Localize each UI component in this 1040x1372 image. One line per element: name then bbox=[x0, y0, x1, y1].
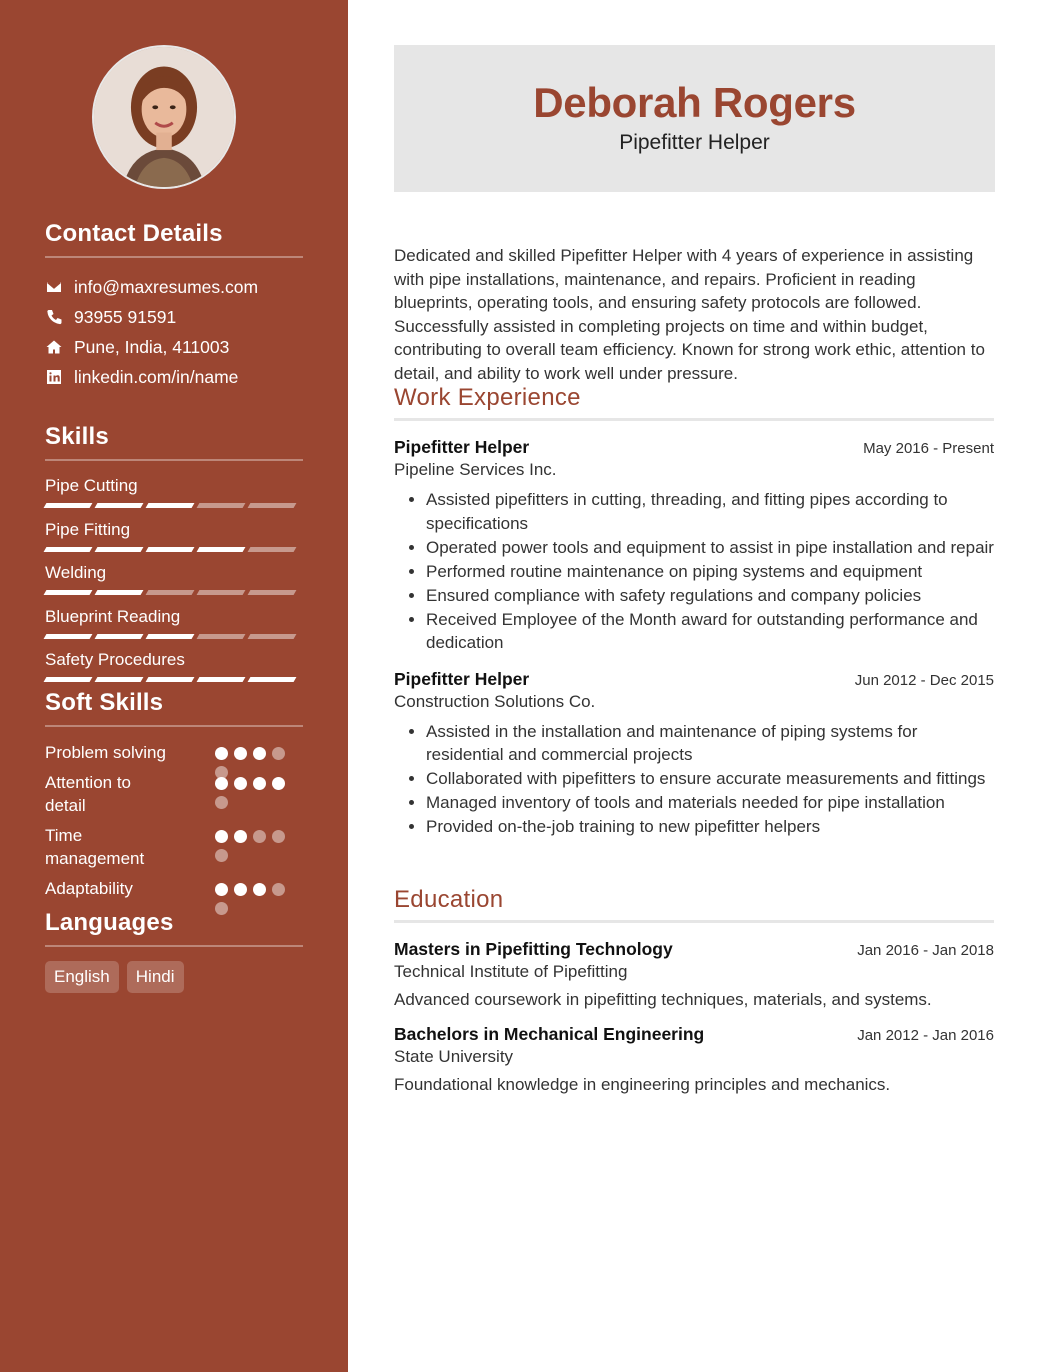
skills-heading: Skills bbox=[45, 423, 303, 461]
contact-email[interactable] bbox=[45, 272, 303, 302]
education-description: Advanced coursework in pipefitting techniques, materials, and systems. bbox=[394, 990, 932, 1009]
skill-item bbox=[45, 562, 303, 606]
soft-skill-item bbox=[45, 741, 303, 764]
skill-name: Blueprint Reading bbox=[45, 606, 181, 626]
soft-skills-heading: Soft Skills bbox=[45, 689, 303, 727]
rating-dot-empty bbox=[272, 747, 285, 760]
school-name: State University bbox=[394, 1047, 514, 1066]
skill-level-segment-filled bbox=[95, 547, 144, 552]
header bbox=[394, 45, 995, 192]
rating-dot-filled bbox=[272, 777, 285, 790]
job-title: Pipefitter Helper bbox=[394, 668, 530, 689]
email-icon bbox=[45, 278, 63, 296]
languages-heading: Languages bbox=[45, 909, 303, 947]
phone-icon bbox=[45, 308, 63, 326]
soft-skills-section bbox=[45, 689, 303, 907]
skill-level-bar bbox=[45, 634, 303, 639]
job-bullet: • Collaborated with pipefitters to ensure accurate measurements and fittings bbox=[426, 767, 994, 791]
rating-dot-filled bbox=[253, 747, 266, 760]
job-bullet: • Performed routine maintenance on piping systems and equipment bbox=[426, 560, 994, 584]
skill-level-segment-empty bbox=[248, 590, 297, 595]
skill-level-segment-filled bbox=[44, 503, 93, 508]
profile-photo bbox=[94, 47, 234, 187]
job-entry bbox=[394, 437, 994, 655]
rating-dot-filled bbox=[234, 747, 247, 760]
linkedin-icon bbox=[45, 368, 63, 386]
education-date: Jan 2016 - Jan 2018 bbox=[857, 942, 994, 959]
skills-section bbox=[45, 423, 303, 693]
job-date: May 2016 - Present bbox=[863, 440, 994, 457]
languages-section bbox=[45, 909, 303, 993]
skill-item bbox=[45, 475, 303, 519]
rating-dot-empty bbox=[215, 796, 228, 809]
person-role: Pipefitter Helper bbox=[619, 131, 770, 154]
skill-name: Welding bbox=[45, 563, 107, 582]
contact-phone[interactable] bbox=[45, 302, 303, 332]
skill-level-segment-empty bbox=[197, 590, 246, 595]
soft-skill-name: Time management bbox=[45, 826, 145, 868]
rating-dot-filled bbox=[234, 830, 247, 843]
contact-section bbox=[45, 220, 303, 392]
soft-skill-dots bbox=[215, 771, 295, 809]
skill-level-bar bbox=[45, 503, 303, 508]
skill-level-segment-filled bbox=[95, 634, 144, 639]
job-bullets bbox=[394, 488, 994, 655]
education-description: Foundational knowledge in engineering principles and mechanics. bbox=[394, 1075, 891, 1094]
skill-level-segment-empty bbox=[197, 634, 246, 639]
rating-dot-empty bbox=[215, 849, 228, 862]
education-entry bbox=[394, 939, 994, 1010]
job-bullet: • Assisted in the installation and maintenance of piping systems for residential and commercial projects bbox=[426, 720, 994, 767]
job-bullet: • Ensured compliance with safety regulations and company policies bbox=[426, 584, 994, 608]
skill-level-segment-filled bbox=[44, 590, 93, 595]
contact-heading: Contact Details bbox=[45, 220, 303, 258]
education-section bbox=[394, 886, 994, 1095]
job-date: Jun 2012 - Dec 2015 bbox=[854, 671, 994, 689]
job-entry bbox=[394, 669, 994, 839]
summary: Dedicated and skilled Pipefitter Helper with 4 years of experience in assisting with pipe installations, maintenance, and repairs. Proficient in reading blueprints, operating tools, and ensuring safety protocols are followed. Successfully assisted in completing projects on time and within budget, contributing to overall team efficiency. Known for strong work ethic, attention to detail, and ability to work well under pressure. bbox=[394, 246, 985, 383]
work-experience-section bbox=[394, 384, 994, 839]
contact-email-text: info@maxresumes.com bbox=[74, 276, 259, 297]
skill-item bbox=[45, 519, 303, 563]
skill-level-segment-empty bbox=[197, 503, 246, 508]
degree-title: Bachelors in Mechanical Engineering bbox=[394, 1024, 705, 1044]
home-icon bbox=[45, 338, 63, 356]
skill-level-segment-filled bbox=[146, 634, 195, 639]
skill-name: Safety Procedures bbox=[45, 650, 185, 669]
skill-level-bar bbox=[45, 677, 303, 682]
rating-dot-filled bbox=[234, 777, 247, 790]
skill-level-bar bbox=[45, 590, 303, 595]
skill-level-segment-filled bbox=[146, 547, 195, 552]
skill-name: Pipe Cutting bbox=[45, 476, 138, 495]
job-bullet: • Provided on-the-job training to new pipefitter helpers bbox=[426, 815, 994, 839]
languages-list bbox=[45, 961, 303, 993]
skill-level-segment-filled bbox=[95, 503, 144, 508]
skill-level-segment-filled bbox=[44, 634, 93, 639]
skill-level-bar bbox=[45, 547, 303, 552]
skill-item bbox=[45, 606, 303, 650]
skill-level-segment-filled bbox=[44, 677, 93, 682]
skill-name: Pipe Fitting bbox=[45, 519, 131, 539]
soft-skill-name: Adaptability bbox=[45, 879, 133, 898]
skill-level-segment-empty bbox=[146, 590, 195, 595]
skill-level-segment-filled bbox=[95, 677, 144, 682]
rating-dot-filled bbox=[253, 883, 266, 896]
contact-address-text: Pune, India, 411003 bbox=[74, 336, 230, 357]
skill-item bbox=[45, 649, 303, 693]
contact-linkedin[interactable] bbox=[45, 362, 303, 392]
contact-linkedin-text: linkedin.com/in/name bbox=[74, 366, 239, 387]
school-name: Technical Institute of Pipefitting bbox=[394, 962, 628, 981]
skill-level-segment-filled bbox=[146, 503, 195, 508]
soft-skill-item bbox=[45, 771, 303, 817]
job-bullet: • Operated power tools and equipment to assist in pipe installation and repair bbox=[426, 536, 994, 560]
soft-skill-name: Problem solving bbox=[45, 743, 166, 762]
job-bullet: • Managed inventory of tools and materials needed for pipe installation bbox=[426, 791, 994, 815]
skill-level-segment-filled bbox=[146, 677, 195, 682]
skill-level-segment-filled bbox=[95, 590, 144, 595]
job-bullet: • Received Employee of the Month award for outstanding performance and dedication bbox=[426, 608, 994, 655]
rating-dot-empty bbox=[272, 830, 285, 843]
rating-dot-filled bbox=[215, 883, 228, 896]
skill-level-segment-filled bbox=[197, 677, 246, 682]
job-company: Pipeline Services Inc. bbox=[394, 460, 557, 479]
rating-dot-filled bbox=[234, 883, 247, 896]
sidebar bbox=[0, 0, 348, 1372]
contact-phone-text: 93955 91591 bbox=[74, 306, 177, 327]
degree-title: Masters in Pipefitting Technology bbox=[394, 939, 673, 959]
skill-level-segment-empty bbox=[248, 503, 297, 508]
soft-skill-item bbox=[45, 877, 303, 900]
soft-skill-item bbox=[45, 824, 303, 870]
skills-list bbox=[45, 475, 303, 693]
avatar bbox=[92, 45, 236, 189]
rating-dot-empty bbox=[253, 830, 266, 843]
soft-skill-dots bbox=[215, 824, 295, 862]
work-experience-heading: Work Experience bbox=[394, 384, 994, 421]
job-bullets bbox=[394, 720, 994, 839]
job-company: Construction Solutions Co. bbox=[394, 691, 596, 711]
job-title: Pipefitter Helper bbox=[394, 437, 530, 457]
skill-level-segment-filled bbox=[248, 677, 297, 682]
rating-dot-empty bbox=[272, 883, 285, 896]
soft-skill-name: Attention to detail bbox=[45, 773, 132, 815]
education-heading: Education bbox=[394, 886, 994, 923]
skill-level-segment-filled bbox=[44, 547, 93, 552]
rating-dot-filled bbox=[253, 777, 266, 790]
rating-dot-filled bbox=[215, 830, 228, 843]
skill-level-segment-empty bbox=[248, 547, 297, 552]
rating-dot-filled bbox=[215, 747, 228, 760]
language-tag: English bbox=[45, 961, 119, 993]
skill-level-segment-filled bbox=[197, 547, 246, 552]
skill-level-segment-empty bbox=[248, 634, 297, 639]
language-tag: Hindi bbox=[127, 961, 184, 993]
job-bullet: • Assisted pipefitters in cutting, threading, and fitting pipes according to specifications bbox=[426, 488, 994, 535]
education-date: Jan 2012 - Jan 2016 bbox=[857, 1027, 994, 1044]
contact-address bbox=[45, 332, 303, 362]
education-entry bbox=[394, 1024, 994, 1095]
person-name: Deborah Rogers bbox=[533, 79, 856, 126]
rating-dot-filled bbox=[215, 777, 228, 790]
